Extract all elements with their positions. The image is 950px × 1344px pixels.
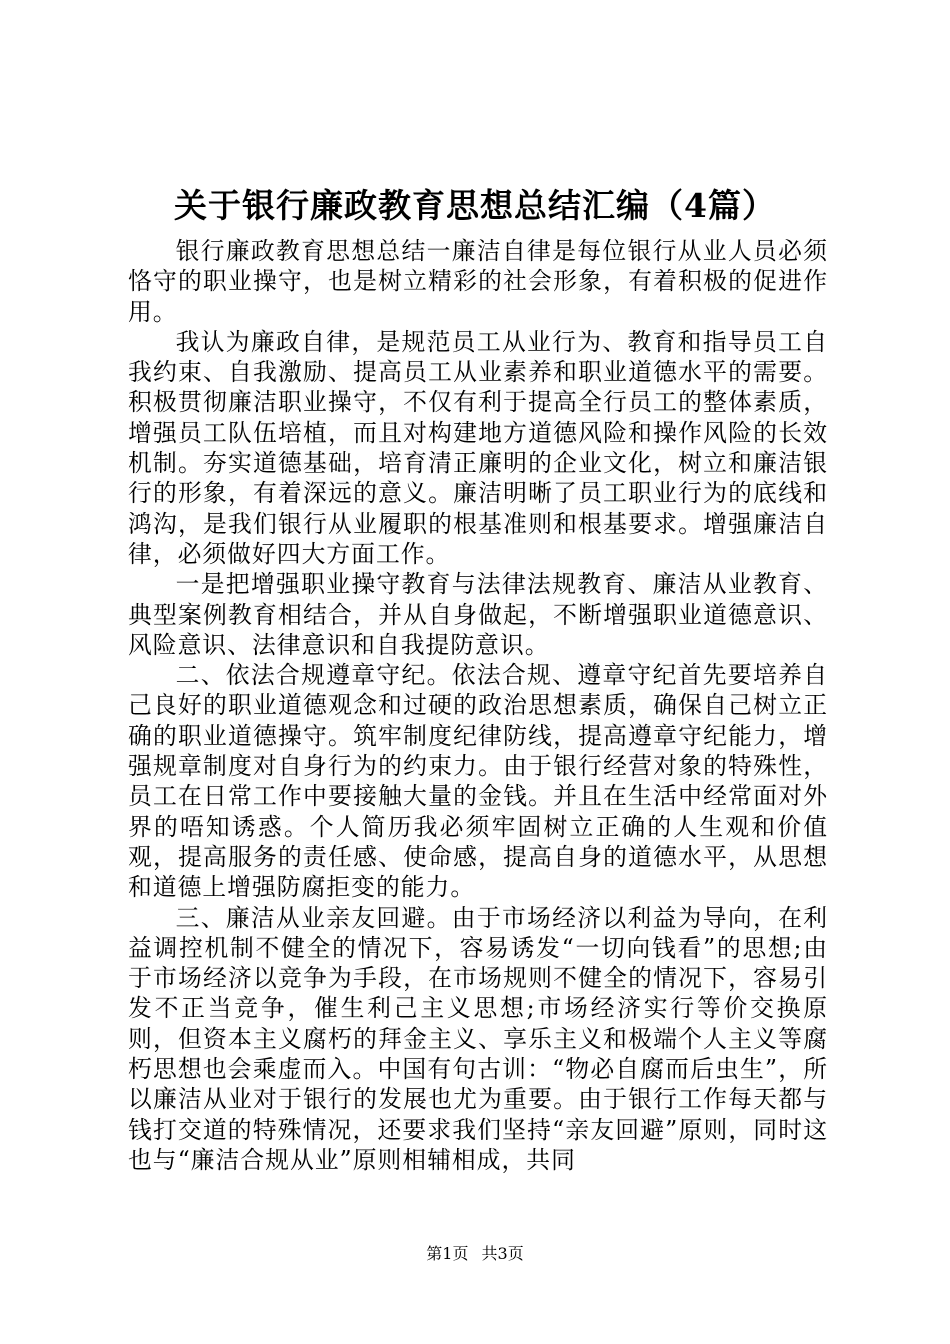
paragraph-intro: 银行廉政教育思想总结一廉洁自律是每位银行从业人员必须恪守的职业操守，也是树立精彩的社会形象，有着积极的促进作用。	[128, 237, 828, 326]
document-title: 关于银行廉政教育思想总结汇编（4篇）	[174, 186, 776, 225]
page-number: 第1页	[426, 1244, 469, 1263]
paragraph-point-two: 二、依法合规遵章守纪。依法合规、遵章守纪首先要培养自己良好的职业道德观念和过硬的政治思想素质，确保自己树立正确的职业道德操守。筑牢制度纪律防线，提高遵章守纪能力，增强规章制度对自身行为的约束力。由于银行经营对象的特殊性，员工在日常工作中要接触大量的金钱。并且在生活中经常面对外界的唔知诱惑。个人简历我必须牢固树立正确的人生观和价值观，提高服务的责任感、使命感，提高自身的道德水平，从思想和道德上增强防腐拒变的能力。	[128, 661, 828, 902]
page-footer	[0, 1243, 950, 1265]
paragraph-point-one: 一是把增强职业操守教育与法律法规教育、廉洁从业教育、典型案例教育相结合，并从自身做起，不断增强职业道德意识、风险意识、法律意识和自我提防意识。	[128, 570, 828, 659]
paragraph-self-discipline: 我认为廉政自律，是规范员工从业行为、教育和指导员工自我约束、自我激励、提高员工从业素养和职业道德水平的需要。积极贯彻廉洁职业操守，不仅有利于提高全行员工的整体素质，增强员工队伍培植，而且对构建地方道德风险和操作风险的长效机制。夯实道德基础，培育清正廉明的企业文化，树立和廉洁银行的形象，有着深远的意义。廉洁明晰了员工职业行为的底线和鸿沟，是我们银行从业履职的根基准则和根基要求。增强廉洁自律，必须做好四大方面工作。	[128, 327, 828, 568]
page-total: 共3页	[481, 1244, 524, 1263]
paragraph-point-three: 三、廉洁从业亲友回避。由于市场经济以利益为导向，在利益调控机制不健全的情况下，容易诱发“一切向钱看”的思想;由于市场经济以竞争为手段，在市场规则不健全的情况下，容易引发不正当竞争，催生利己主义思想;市场经济实行等价交换原则，但资本主义腐朽的拜金主义、享乐主义和极端个人主义等腐朽思想也会乘虚而入。中国有句古训：“物必自腐而后虫生”，所以廉洁从业对于银行的发展也尤为重要。由于银行工作每天都与钱打交道的特殊情况，还要求我们坚持“亲友回避”原则，同时这也与“廉洁合规从业”原则相辅相成，共同	[128, 903, 828, 1174]
document-body	[128, 236, 828, 1175]
